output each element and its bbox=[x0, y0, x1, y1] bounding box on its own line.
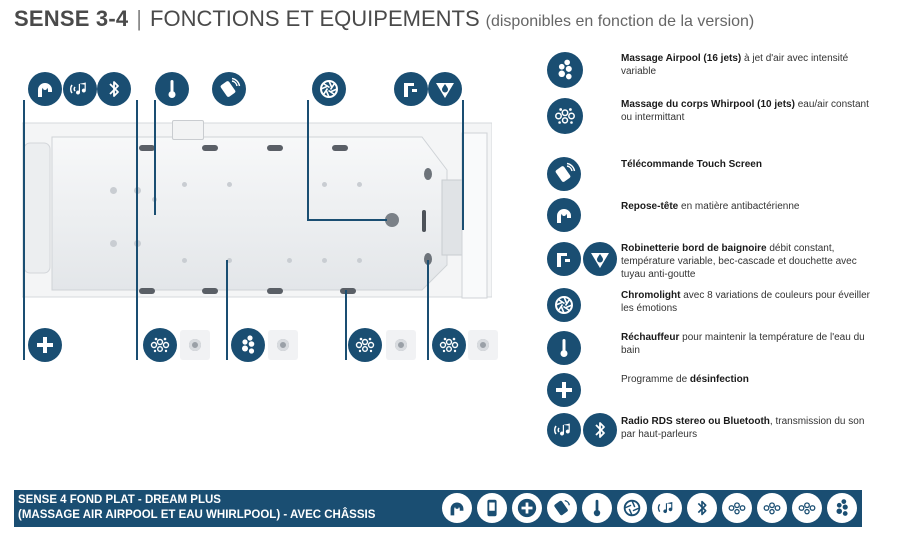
thermometer-icon bbox=[155, 72, 189, 106]
leader-line bbox=[462, 100, 464, 230]
chromolight-icon bbox=[547, 288, 581, 322]
feature-disinfection: Programme de désinfection bbox=[621, 374, 749, 385]
model-feature-icons bbox=[442, 493, 857, 523]
header-separator: | bbox=[136, 6, 143, 31]
brand-name: SENSE 3-4 bbox=[14, 6, 129, 31]
leader-line bbox=[345, 290, 347, 360]
jet-photo bbox=[180, 330, 210, 360]
whirlpool-icon bbox=[143, 328, 177, 362]
bluetooth-icon bbox=[583, 413, 617, 447]
remote-touch-icon bbox=[547, 157, 581, 191]
water-drop-icon bbox=[428, 72, 462, 106]
bluetooth-icon bbox=[97, 72, 131, 106]
feature-remote: Télécommande Touch Screen bbox=[621, 159, 762, 170]
jet-photo bbox=[468, 330, 498, 360]
whirlpool-icon bbox=[348, 328, 382, 362]
page-subtitle: (disponibles en fonction de la version) bbox=[485, 13, 755, 30]
thermometer-icon bbox=[582, 493, 612, 523]
leader-line bbox=[307, 219, 387, 221]
feature-heater: Réchauffeur pour maintenir la température de l'eau du bain bbox=[621, 332, 865, 356]
chromolight-icon bbox=[617, 493, 647, 523]
thermometer-icon bbox=[547, 331, 581, 365]
page-title: FONCTIONS ET EQUIPEMENTS bbox=[150, 6, 480, 31]
whirlpool-icon bbox=[432, 328, 466, 362]
leader-line bbox=[23, 100, 25, 360]
radio-music-icon bbox=[547, 413, 581, 447]
headrest-icon bbox=[442, 493, 472, 523]
bubbles-icon bbox=[827, 493, 857, 523]
remote-touch-icon bbox=[547, 493, 577, 523]
jet-photo bbox=[268, 330, 298, 360]
bubbles-icon bbox=[547, 52, 583, 88]
whirlpool-icon bbox=[547, 98, 583, 134]
whirlpool-icon bbox=[722, 493, 752, 523]
bubbles-icon bbox=[231, 328, 265, 362]
feature-whirlpool: Massage du corps Whirpool (10 jets) eau/air constant ou intermittant bbox=[621, 99, 869, 123]
model-title: SENSE 4 FOND PLAT - DREAM PLUS (MASSAGE AIR AIRPOOL ET EAU WHIRLPOOL) - AVEC CHÂSSIS bbox=[18, 494, 376, 521]
feature-radio: Radio RDS stereo ou Bluetooth, transmission du son par haut-parleurs bbox=[621, 416, 865, 440]
phone-icon bbox=[477, 493, 507, 523]
whirlpool-icon bbox=[792, 493, 822, 523]
remote-touch-icon bbox=[212, 72, 246, 106]
faucet-icon bbox=[394, 72, 428, 106]
water-drop-icon bbox=[583, 242, 617, 276]
plus-icon bbox=[547, 373, 581, 407]
plus-icon bbox=[28, 328, 62, 362]
leader-line bbox=[136, 100, 138, 360]
leader-line bbox=[154, 100, 156, 215]
leader-line bbox=[307, 100, 309, 220]
radio-music-icon bbox=[63, 72, 97, 106]
plus-icon bbox=[512, 493, 542, 523]
feature-headrest: Repose-tête en matière antibactérienne bbox=[621, 201, 800, 212]
chromolight-icon bbox=[312, 72, 346, 106]
radio-music-icon bbox=[652, 493, 682, 523]
feature-airpool: Massage Airpool (16 jets) à jet d'air avec intensité variable bbox=[621, 53, 849, 77]
bluetooth-icon bbox=[687, 493, 717, 523]
model-bar bbox=[14, 490, 862, 527]
leader-line bbox=[226, 260, 228, 360]
headrest-icon bbox=[547, 198, 581, 232]
feature-chromolight: Chromolight avec 8 variations de couleurs pour éveiller les émotions bbox=[621, 290, 870, 314]
page-header bbox=[14, 6, 754, 36]
headrest-icon bbox=[28, 72, 62, 106]
bathtub-diagram bbox=[22, 115, 492, 305]
whirlpool-icon bbox=[757, 493, 787, 523]
feature-faucet: Robinetterie bord de baignoire débit constant, température variable, bec-cascade et douchette avec tuyau anti-goutte bbox=[621, 243, 857, 280]
jet-photo bbox=[386, 330, 416, 360]
faucet-icon bbox=[547, 242, 581, 276]
leader-line bbox=[427, 260, 429, 360]
